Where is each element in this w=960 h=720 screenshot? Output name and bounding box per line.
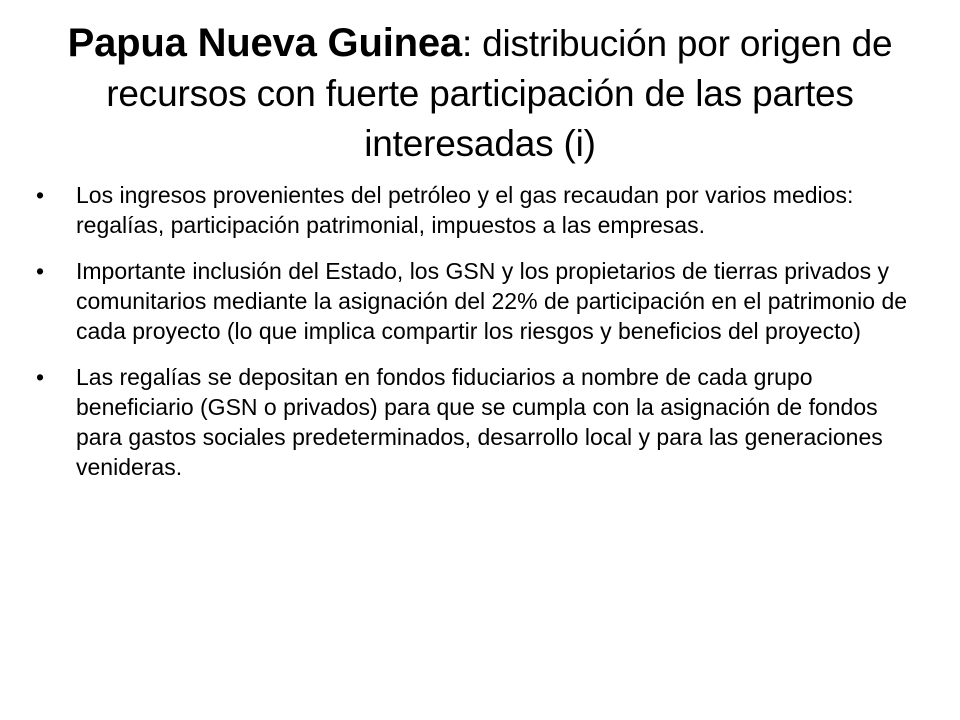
bullet-item — [36, 256, 926, 346]
bullet-marker: • — [36, 364, 45, 390]
slide-title-rest: : distribución por origen de recursos con fuerte participación de las partes interesadas (i) — [106, 23, 893, 164]
bullet-item — [36, 180, 926, 240]
bullet-item — [36, 362, 926, 482]
bullet-marker: • — [36, 182, 45, 208]
bullet-text: Los ingresos provenientes del petróleo y el gas recaudan por varios medios: regalías, participación patrimonial, impuestos a las empresas. — [76, 182, 854, 238]
bullet-list — [36, 180, 926, 498]
bullet-text: Importante inclusión del Estado, los GSN y los propietarios de tierras privados y comunitarios mediante la asignación del 22% de participación en el patrimonio de cada proyecto (lo que implica compartir los riesgos y beneficios del proyecto) — [76, 258, 908, 344]
bullet-marker: • — [36, 258, 45, 284]
slide-title-bold: Papua Nueva Guinea — [67, 21, 462, 65]
slide-title — [40, 18, 920, 169]
bullet-text: Las regalías se depositan en fondos fiduciarios a nombre de cada grupo beneficiario (GSN o privados) para que se cumpla con la asignación de fondos para gastos sociales predeterminados, desarrollo local y para las generaciones venideras. — [76, 364, 883, 480]
